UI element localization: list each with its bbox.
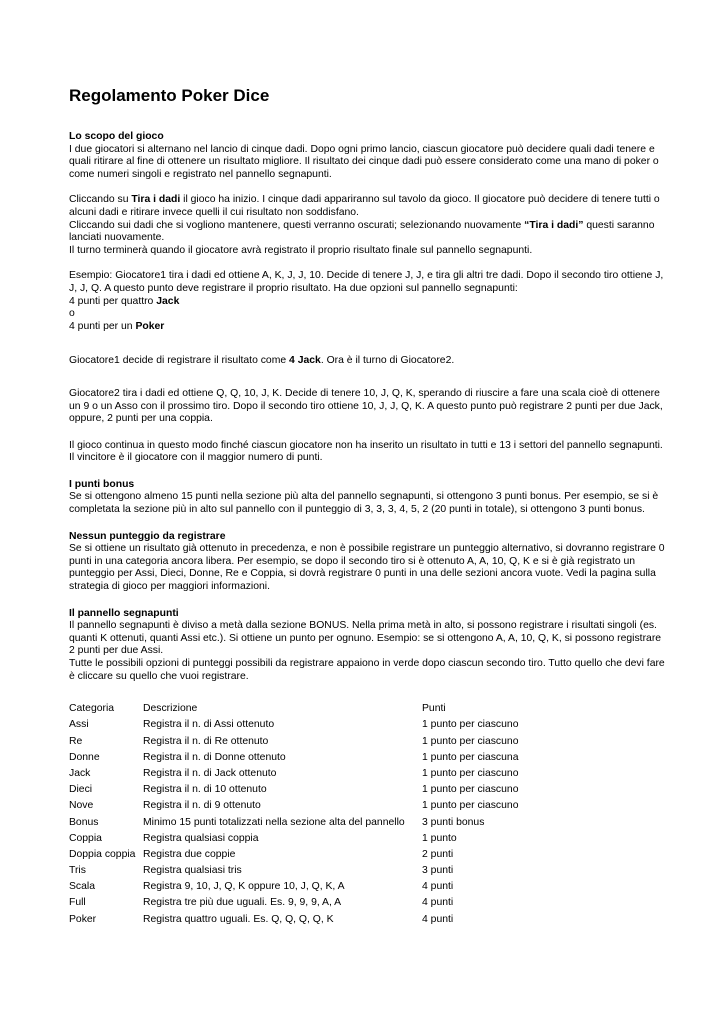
section-example — [69, 270, 669, 465]
table-row — [69, 768, 518, 784]
cell-category: Poker — [69, 913, 97, 925]
cell-points: 1 punto per ciascuna — [422, 751, 519, 763]
text-run: 4 punti per un — [69, 320, 136, 332]
cell-points: 1 punto — [422, 832, 457, 844]
paragraph: Se si ottiene un risultato già ottenuto in precedenza, e non è possibile registrare un punteggio alternativo, si dovranno registrare 0 punti in una categoria ancora libera. Per esempio, se dopo il secondo tiro si è ottenuto A, A, 10, Q, K e si è già registrato un punteggio per Assi, Dieci, Donne, Re e Coppia, si dovrà registrare 0 punti in una delle sezioni ancora vuote. Vedi la pagina sulla strategia di gioco per maggiori informazioni. — [69, 543, 665, 593]
scoring-table — [69, 703, 518, 930]
cell-points: 1 punto per ciascuno — [422, 735, 519, 747]
text-run: il gioco ha inizio. I cinque dadi appariranno sul tavolo da gioco. Il giocatore può decidere di tenere tutti o alcuni dadi e ritirare invece quelli il cui risultato non soddisfano. — [69, 194, 660, 218]
cell-points: 4 punti — [422, 913, 454, 925]
paragraph: Giocatore2 tira i dadi ed ottiene Q, Q, 10, J, K. Decide di tenere 10, J, Q, K, sperando di riuscire a fare una scala cioè di ottenere un 9 o un Asso con il prossimo tiro. Dopo il secondo tiro ottiene 10, J, J, Q, K. A questo punto può registrare 2 punti per due Jack, oppure, 2 punti per una coppia. — [69, 387, 663, 425]
text-run: . Ora è il turno di Giocatore2. — [320, 355, 455, 367]
table-row — [69, 800, 518, 816]
cell-description: Registra il n. di Assi ottenuto — [143, 719, 275, 731]
section-no-score — [69, 531, 669, 594]
bold-term: Jack — [156, 295, 180, 307]
paragraph — [69, 220, 669, 245]
paragraph: I due giocatori si alternano nel lancio di cinque dadi. Dopo ogni primo lancio, ciascun giocatore può decidere quali dadi tenere e quali ritirare al fine di ottenere un risultato migliore. Il risultato dei cinque dadi può essere considerato come una mano di poker o come numeri singoli e registrato nel pannello segnapunti. — [69, 143, 659, 180]
cell-description: Registra qualsiasi coppia — [143, 832, 259, 844]
cell-description: Registra il n. di 9 ottenuto — [143, 800, 261, 812]
cell-category: Donne — [69, 751, 100, 763]
section-click — [69, 194, 669, 257]
cell-description: Registra il n. di Donne ottenuto — [143, 751, 286, 763]
column-header: Descrizione — [143, 703, 198, 715]
table-row — [69, 849, 518, 865]
cell-category: Jack — [69, 767, 91, 779]
cell-description: Registra quattro uguali. Es. Q, Q, Q, Q, K — [143, 913, 334, 925]
bold-term: “Tira i dadi” — [524, 219, 584, 231]
text-run: Cliccando su — [69, 194, 132, 206]
table-row — [69, 897, 518, 913]
table-row — [69, 736, 518, 752]
cell-description: Registra il n. di 10 ottenuto — [143, 784, 267, 796]
cell-category: Tris — [69, 865, 86, 877]
section-bonus — [69, 479, 669, 517]
table-row — [69, 865, 518, 881]
text-run: 4 punti per quattro — [69, 295, 157, 307]
paragraph — [69, 355, 669, 368]
table-row — [69, 881, 518, 897]
column-header: Categoria — [69, 703, 115, 715]
cell-points: 3 punti bonus — [422, 816, 485, 828]
table-row — [69, 833, 518, 849]
page-title: Regolamento Poker Dice — [69, 86, 270, 105]
paragraph: Se si ottengono almeno 15 punti nella sezione più alta del pannello segnapunti, si ottengono 3 punti bonus. Per esempio, se si è completata la sezione più in alto sul pannello con il punteggio di 3, 3, 3, 4, 5, 2 (20 punti in totale), si ottengono 3 punti bonus. — [69, 491, 659, 516]
cell-category: Scala — [69, 881, 95, 893]
paragraph — [69, 194, 669, 219]
table-row — [69, 914, 518, 930]
cell-points: 4 punti — [422, 881, 454, 893]
cell-category: Re — [69, 735, 83, 747]
section-scoreboard — [69, 608, 669, 684]
cell-description: Registra due coppie — [143, 848, 236, 860]
text-run: Giocatore1 decide di registrare il risultato come — [69, 355, 290, 367]
paragraph: Il turno terminerà quando il giocatore avrà registrato il proprio risultato finale sul pannello segnapunti. — [69, 244, 533, 256]
option-line — [69, 296, 669, 309]
paragraph: Esempio: Giocatore1 tira i dadi ed ottiene A, K, J, J, 10. Decide di tenere J, J, e tira gli altri tre dadi. Dopo il secondo tiro ottiene J, J, J, Q. A questo punto deve registrare il proprio risultato. Ha due opzioni sul pannello segnapunti: — [69, 270, 664, 294]
cell-description: Registra il n. di Jack ottenuto — [143, 767, 277, 779]
paragraph: Il gioco continua in questo modo finché ciascun giocatore non ha inserito un risultato in tutti e 13 i settori del pannello segnapunti. Il vincitore è il giocatore con il maggior numero di punti. — [69, 439, 663, 464]
option-line — [69, 321, 669, 334]
cell-points: 1 punto per ciascuno — [422, 784, 519, 796]
table-header-row — [69, 703, 518, 719]
cell-points: 4 punti — [422, 897, 454, 909]
document-page — [69, 86, 669, 930]
section-heading: Lo scopo del gioco — [69, 131, 164, 142]
cell-category: Assi — [69, 719, 89, 731]
section-heading: I punti bonus — [69, 478, 135, 490]
option-separator: o — [69, 308, 75, 320]
bold-term: 4 Jack — [289, 355, 321, 367]
cell-category: Bonus — [69, 816, 99, 828]
cell-points: 1 punto per ciascuno — [422, 767, 519, 779]
cell-category: Dieci — [69, 784, 93, 796]
cell-description: Registra qualsiasi tris — [143, 865, 242, 877]
cell-points: 1 punto per ciascuno — [422, 800, 519, 812]
cell-points: 1 punto per ciascuno — [422, 719, 519, 731]
section-heading: Nessun punteggio da registrare — [69, 530, 226, 542]
table-row — [69, 784, 518, 800]
bold-term: Tira i dadi — [131, 194, 181, 206]
table-row — [69, 817, 518, 833]
cell-category: Nove — [69, 800, 94, 812]
cell-description: Registra il n. di Re ottenuto — [143, 735, 269, 747]
paragraph: Il pannello segnapunti è diviso a metà dalla sezione BONUS. Nella prima metà in alto, si possono registrare i risultati singoli (es. quanti K ottenuti, quanti Assi etc.). Si ottiene un punto per ognuno. Esempio: se si ottengono A, A, 10, Q, K, si possono registrare 2 punti per due Assi. — [69, 620, 662, 657]
text-run: questi saranno lanciati nuovamente. — [69, 219, 655, 244]
bold-term: Poker — [135, 320, 165, 332]
table-row — [69, 752, 518, 768]
column-header: Punti — [422, 703, 446, 715]
cell-description: Minimo 15 punti totalizzati nella sezione alta del pannello — [143, 816, 405, 828]
cell-description: Registra 9, 10, J, Q, K oppure 10, J, Q, K, A — [143, 881, 345, 893]
section-scope — [69, 131, 669, 181]
cell-points: 2 punti — [422, 848, 454, 860]
text-run: Cliccando sui dadi che si vogliono mantenere, questi verranno oscurati; selezionando nuovamente — [69, 219, 525, 231]
paragraph: Tutte le possibili opzioni di punteggi possibili da registrare appaiono in verde dopo ciascun secondo tiro. Tutto quello che devi fare è cliccare su quello che vuoi registrare. — [69, 658, 665, 682]
cell-category: Doppia coppia — [69, 848, 136, 860]
cell-description: Registra tre più due uguali. Es. 9, 9, 9, A, A — [143, 897, 342, 909]
cell-points: 3 punti — [422, 865, 454, 877]
cell-category: Coppia — [69, 832, 102, 844]
cell-category: Full — [69, 897, 86, 909]
section-heading: Il pannello segnapunti — [69, 607, 179, 619]
table-row — [69, 719, 518, 735]
